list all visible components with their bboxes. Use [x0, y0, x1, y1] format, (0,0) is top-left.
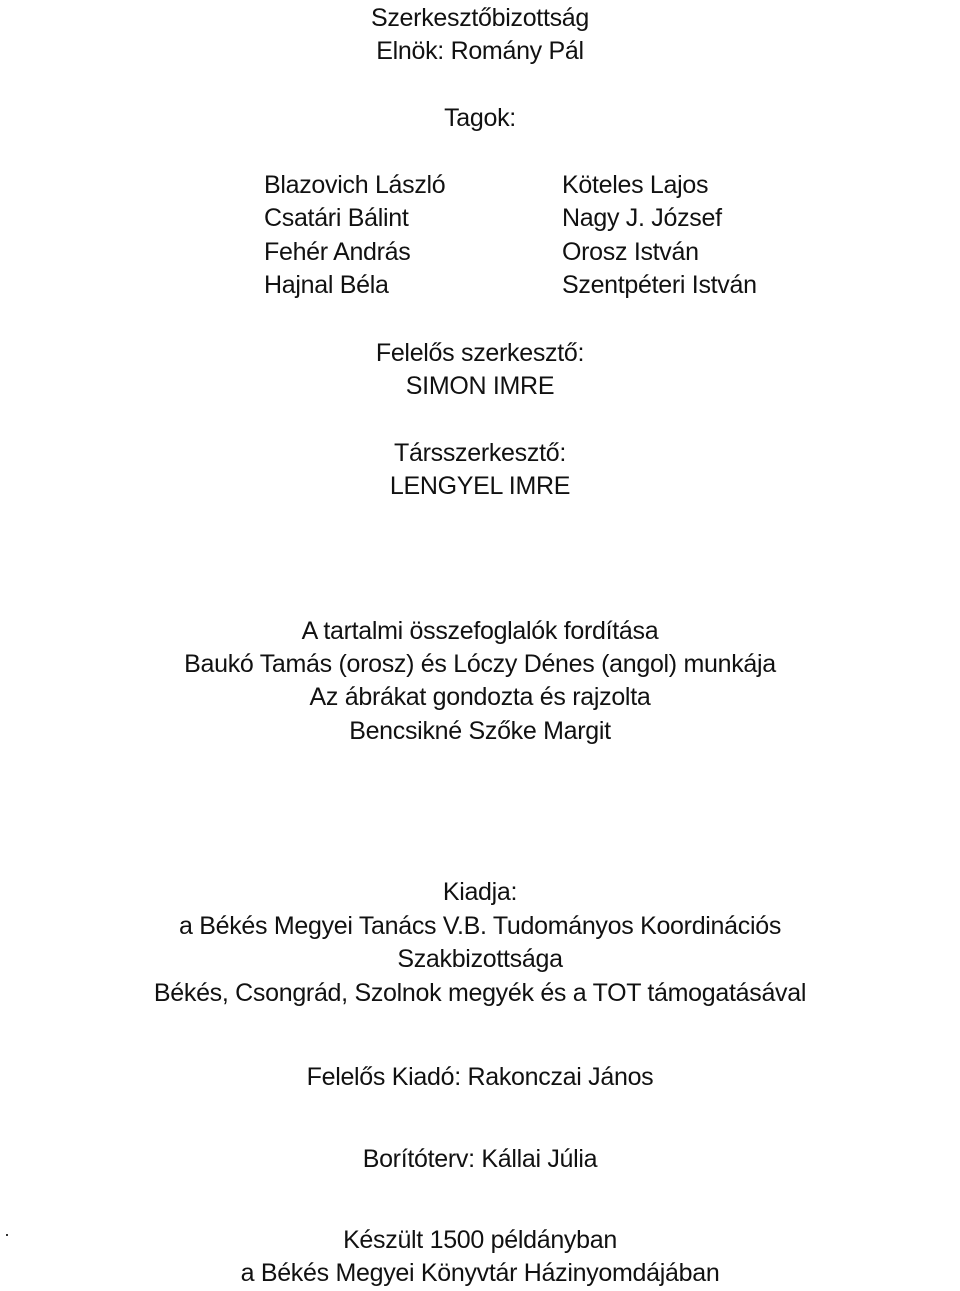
- speck-mark: [6, 1234, 8, 1236]
- print-line: Készült 1500 példányban: [343, 1226, 617, 1254]
- board-chair: Elnök: Romány Pál: [376, 37, 584, 65]
- member-name: Csatári Bálint: [264, 204, 409, 232]
- member-name: Orosz István: [562, 238, 699, 266]
- member-name: Blazovich László: [264, 171, 446, 199]
- member-name: Szentpéteri István: [562, 271, 757, 299]
- member-name: Köteles Lajos: [562, 171, 709, 199]
- print-line: a Békés Megyei Könyvtár Házinyomdájában: [240, 1259, 720, 1287]
- editor-name: SIMON IMRE: [405, 372, 555, 400]
- editor-label: Felelős szerkesztő:: [375, 339, 585, 367]
- publisher-line: a Békés Megyei Tanács V.B. Tudományos Koordinációs: [178, 912, 782, 940]
- credit-line: Bencsikné Szőke Margit: [349, 717, 611, 745]
- credit-line: A tartalmi összefoglalók fordítása: [301, 617, 659, 645]
- member-name: Nagy J. József: [562, 204, 722, 232]
- cover-design: Borítóterv: Kállai Júlia: [362, 1145, 598, 1173]
- publisher-line: Békés, Csongrád, Szolnok megyék és a TOT támogatásával: [153, 979, 807, 1007]
- co-editor-name: LENGYEL IMRE: [389, 472, 571, 500]
- board-title: Szerkesztőbizottság: [370, 4, 590, 32]
- member-name: Fehér András: [264, 238, 411, 266]
- publisher-line: Szakbizottsága: [397, 945, 563, 973]
- responsible-publisher: Felelős Kiadó: Rakonczai János: [306, 1063, 654, 1091]
- credit-line: Baukó Tamás (orosz) és Lóczy Dénes (angol) munkája: [184, 650, 776, 678]
- co-editor-label: Társszerkesztő:: [394, 439, 566, 467]
- publisher-label: Kiadja:: [442, 878, 518, 906]
- member-name: Hajnal Béla: [264, 271, 389, 299]
- credit-line: Az ábrákat gondozta és rajzolta: [309, 683, 651, 711]
- members-label: Tagok:: [444, 104, 516, 132]
